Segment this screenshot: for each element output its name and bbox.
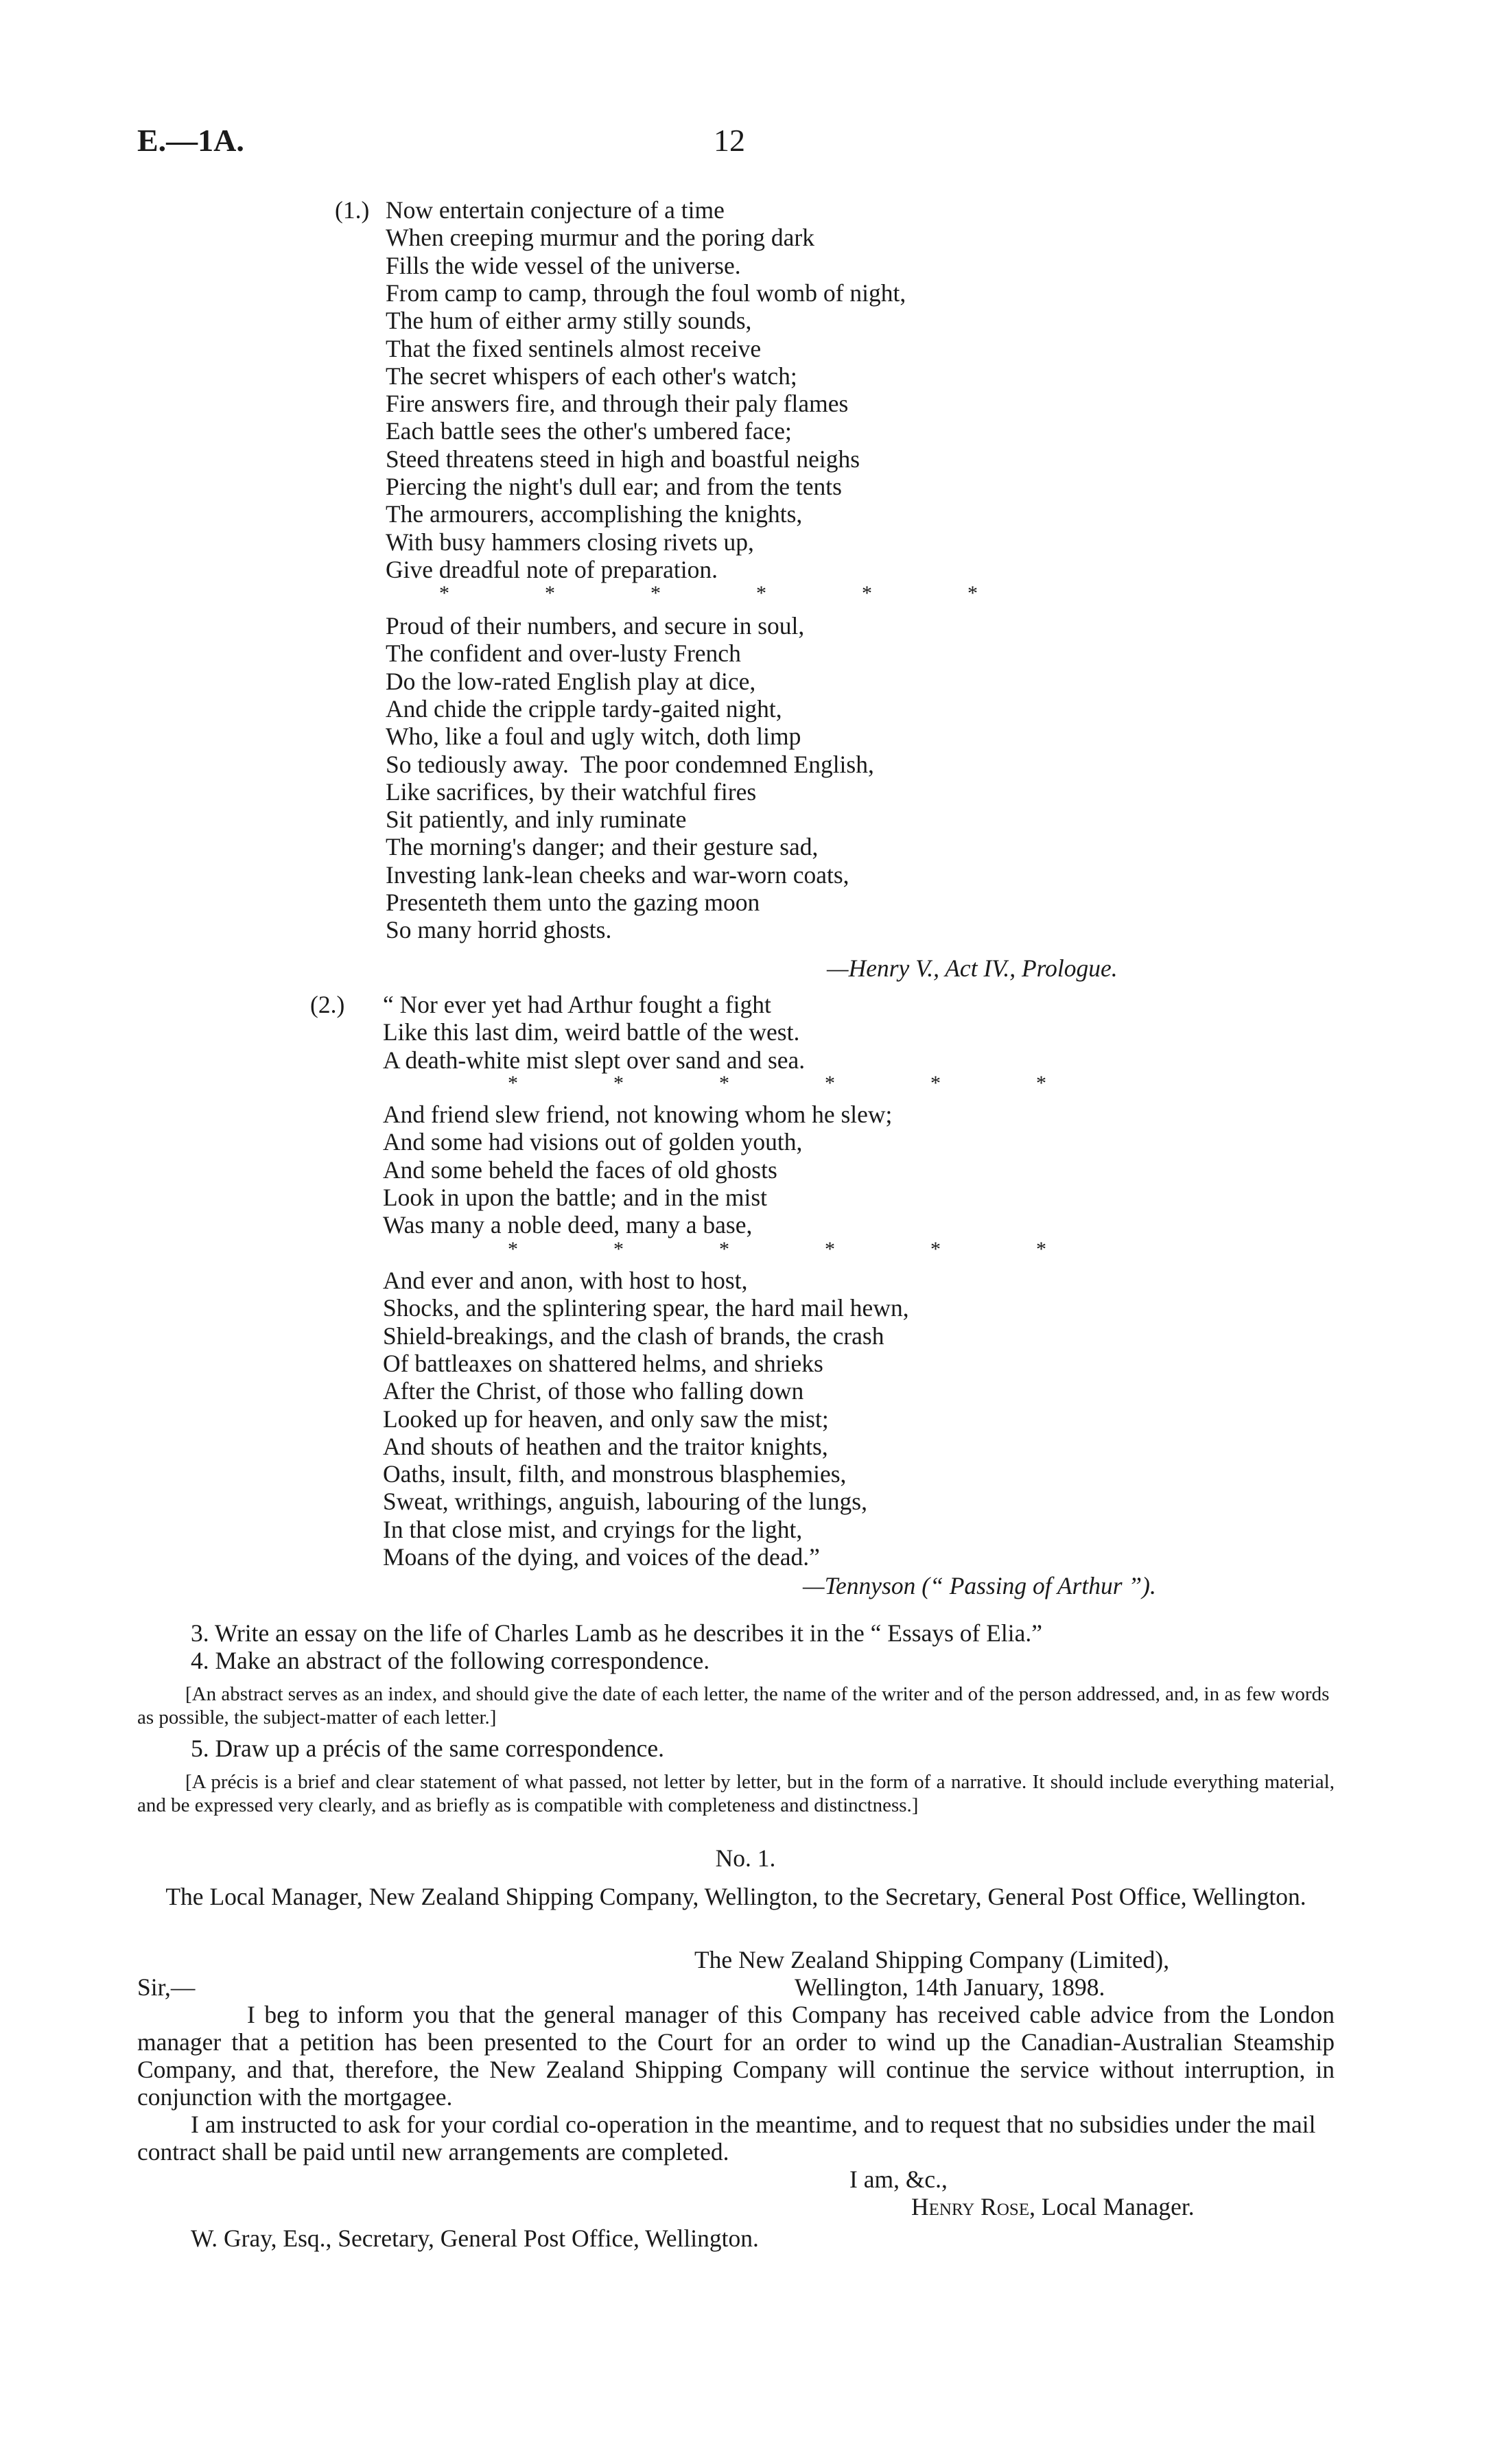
passage-2-stars-1: * * * * * * [508,1072,1046,1094]
poem-line: And some had visions out of golden youth, [383,1128,803,1156]
poem-line: Was many a noble deed, many a base, [383,1211,753,1239]
poem-line: Steed threatens steed in high and boastful neighs [386,445,860,473]
poem-line: The secret whispers of each other's watch; [386,362,797,390]
passage-2-number: (2.) [310,991,345,1018]
poem-line: Piercing the night's dull ear; and from the tents [386,473,842,500]
letter-number: No. 1. [715,1844,776,1872]
poem-line: The hum of either army stilly sounds, [386,307,752,335]
poem-line: Like this last dim, weird battle of the west. [383,1018,800,1046]
letter-body-2: I am instructed to ask for your cordial co-operation in the meantime, and to request that no subsidies under the mail contract shall be paid until new arrangements are completed. [137,2111,1316,2166]
letter-date: Wellington, 14th January, 1898. [795,1973,1105,2001]
passage-2-attribution: —Tennyson (“ Passing of Arthur ”). [803,1572,1156,1599]
poem-line: From camp to camp, through the foul womb of night, [386,279,906,307]
poem-line: Shield-breakings, and the clash of brands, the crash [383,1322,884,1350]
poem-line: Fire answers fire, and through their paly flames [386,390,849,418]
passage-1-stars: * * * * * * [439,582,978,605]
poem-line: Now entertain conjecture of a time [386,196,725,224]
poem-line: And ever and anon, with host to host, [383,1267,748,1294]
poem-line: Oaths, insult, filth, and monstrous blasphemies, [383,1460,847,1488]
poem-line: Shocks, and the splintering spear, the hard mail hewn, [383,1294,909,1322]
poem-line: In that close mist, and cryings for the light, [383,1515,803,1543]
question-5: 5. Draw up a précis of the same correspondence. [191,1735,664,1762]
page-number: 12 [714,123,745,158]
poem-line: Look in upon the battle; and in the mist [383,1183,768,1211]
poem-line: Sit patiently, and inly ruminate [386,806,687,834]
poem-line: Like sacrifices, by their watchful fires [386,777,757,806]
question-5-note: [A précis is a brief and clear statement of what passed, not letter by letter, but in the form of a narrative. It should include everything material, and be expressed very clearly, and as briefly as is compatible with completeness and distinctness.] [137,1771,1335,1816]
poem-line: “ Nor ever yet had Arthur fought a fight [383,991,771,1018]
letter-company: The New Zealand Shipping Company (Limited), [694,1946,1170,1973]
signature-title: , Local Manager. [1029,2193,1195,2220]
poem-line: Who, like a foul and ugly witch, doth limp [386,723,801,751]
letter-salutation: Sir,— [137,1973,196,2001]
passage-1-number: (1.) [335,196,370,224]
poem-line: Give dreadful note of preparation. [386,555,718,583]
poem-line: And shouts of heathen and the traitor knights, [383,1432,828,1460]
poem-line: With busy hammers closing rivets up, [386,528,754,556]
poem-line: The morning's danger; and their gesture sad, [386,833,819,861]
poem-line: After the Christ, of those who falling down [383,1377,804,1405]
passage-2-stars-2: * * * * * * [508,1238,1046,1260]
poem-line: Of battleaxes on shattered helms, and shrieks [383,1349,823,1377]
poem-line: Proud of their numbers, and secure in soul, [386,612,805,640]
signature-name: Henry Rose [911,2193,1030,2220]
poem-line: Investing lank-lean cheeks and war-worn coats, [386,860,849,889]
poem-line: A death-white mist slept over sand and sea. [383,1046,806,1074]
poem-line: And chide the cripple tardy-gaited night, [386,694,782,723]
poem-line: That the fixed sentinels almost receive [386,334,762,362]
letter-heading: The Local Manager, New Zealand Shipping Company, Wellington, to the Secretary, General Post Office, Wellington. [165,1883,1306,1910]
poem-line: So tediously away. The poor condemned English, [386,750,874,778]
poem-line: And some beheld the faces of old ghosts [383,1155,777,1184]
poem-line: The confident and over-lusty French [386,640,741,668]
poem-line: So many horrid ghosts. [386,916,612,944]
letter-body-1: I beg to inform you that the general manager of this Company has received cable advice from the London manager that a petition has been presented to the Court for an order to wind up the Canadian-Australian Steamship Company, and that, therefore, the New Zealand Shipping Company will continue the service without interruption, in conjunction with the mortgagee. [137,2001,1335,2111]
poem-line: The armourers, accomplishing the knights, [386,500,803,528]
letter-signature [911,2193,1195,2220]
poem-line: Presenteth them unto the gazing moon [386,889,760,916]
letter-closing: I am, &c., [849,2166,948,2193]
question-4-note: [An abstract serves as an index, and should give the date of each letter, the name of the writer and of the person addressed, and, in as few words as possible, the subject-matter of each letter.] [137,1683,1330,1728]
poem-line: When creeping murmur and the poring dark [386,224,814,252]
poem-line: And friend slew friend, not knowing whom he slew; [383,1101,893,1128]
poem-line: Do the low-rated English play at dice, [386,667,756,695]
poem-line: Each battle sees the other's umbered face; [386,417,792,445]
question-4: 4. Make an abstract of the following correspondence. [191,1647,710,1674]
poem-line: Fills the wide vessel of the universe. [386,251,741,279]
passage-1-attribution: —Henry V., Act IV., Prologue. [827,954,1118,982]
question-3: 3. Write an essay on the life of Charles Lamb as he describes it in the “ Essays of Elia.” [191,1619,1043,1647]
letter-addressee: W. Gray, Esq., Secretary, General Post Office, Wellington. [191,2225,759,2252]
poem-line: Sweat, writhings, anguish, labouring of the lungs, [383,1488,867,1516]
poem-line: Looked up for heaven, and only saw the mist; [383,1405,829,1433]
poem-line: Moans of the dying, and voices of the dead.” [383,1543,820,1571]
section-code: E.—1A. [137,123,244,158]
